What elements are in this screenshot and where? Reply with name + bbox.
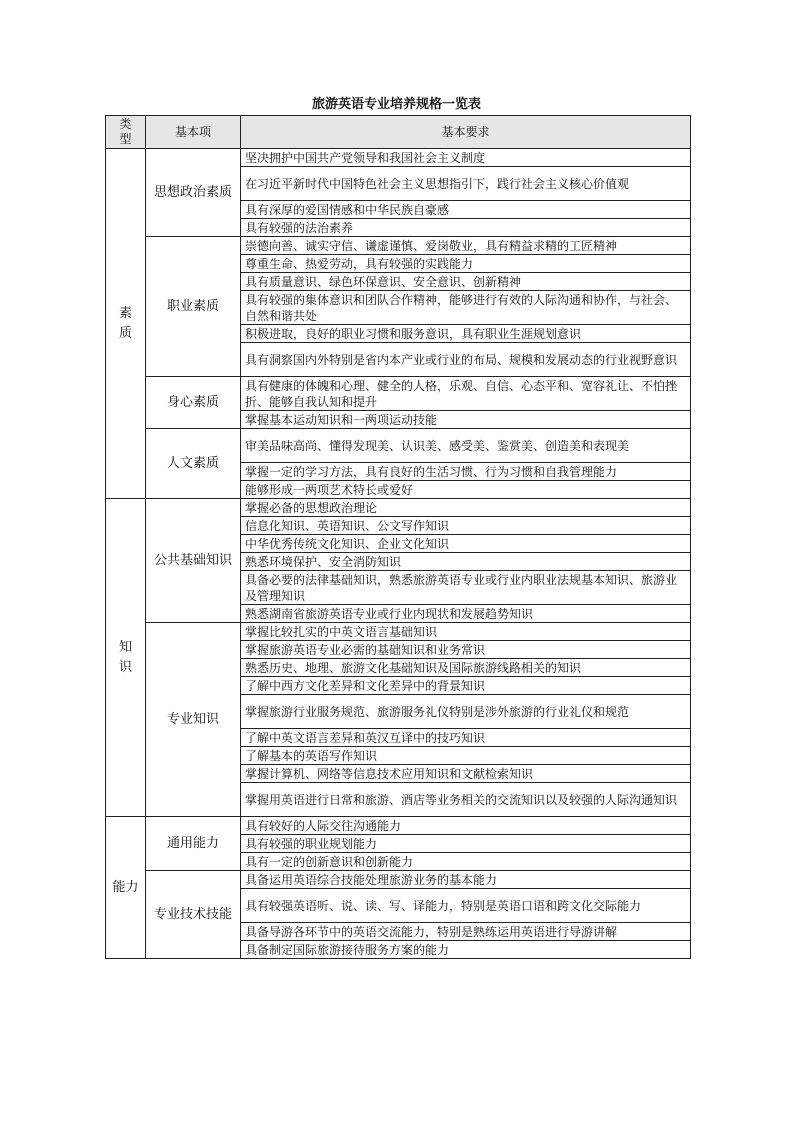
- requirement-cell: 积极进取，良好的职业习惯和服务意识，具有职业生涯规划意识: [241, 325, 691, 343]
- requirement-cell: 具备运用英语综合技能处理旅游业务的基本能力: [241, 871, 691, 889]
- requirement-cell: 具有一定的创新意识和创新能力: [241, 853, 691, 871]
- requirement-cell: 具有较好的人际交往沟通能力: [241, 817, 691, 835]
- requirement-cell: 坚决拥护中国共产党领导和我国社会主义制度: [241, 149, 691, 167]
- basic-item-cell: 公共基础知识: [146, 499, 241, 623]
- basic-item-cell: 身心素质: [146, 377, 241, 429]
- requirement-cell: 具有较强的法治素养: [241, 219, 691, 237]
- requirement-cell: 崇德向善、诚实守信、谦虚谨慎、爱岗敬业，具有精益求精的工匠精神: [241, 237, 691, 255]
- requirement-cell: 具有质量意识、绿色环保意识、安全意识、创新精神: [241, 273, 691, 291]
- table-row: [106, 377, 691, 411]
- page-title: 旅游英语专业培养规格一览表: [311, 97, 481, 112]
- requirement-cell: 审美品味高尚、懂得发现美、认识美、感受美、鉴赏美、创造美和表现美: [241, 429, 691, 463]
- requirement-cell: 具备制定国际旅游接待服务方案的能力: [241, 941, 691, 959]
- header-type: 类 型: [106, 116, 146, 149]
- requirement-cell: 掌握旅游英语专业必需的基础知识和业务常识: [241, 641, 691, 659]
- header-item: 基本项: [146, 116, 241, 149]
- requirement-cell: 具有较强英语听、说、读、写、译能力，特别是英语口语和跨文化交际能力: [241, 889, 691, 923]
- requirement-cell: 掌握计算机、网络等信息技术应用知识和文献检索知识: [241, 765, 691, 783]
- requirement-cell: 熟悉历史、地理、旅游文化基础知识及国际旅游线路相关的知识: [241, 659, 691, 677]
- requirement-cell: 掌握基本运动知识和一两项运动技能: [241, 411, 691, 429]
- requirement-cell: 熟悉湖南省旅游英语专业或行业内现状和发展趋势知识: [241, 605, 691, 623]
- table-row: [106, 871, 691, 889]
- requirement-cell: 具备必要的法律基础知识，熟悉旅游英语专业或行业内职业法规基本知识、旅游业及管理知识: [241, 571, 691, 605]
- table-row: [106, 817, 691, 835]
- basic-item-cell: 专业技术技能: [146, 871, 241, 959]
- training-spec-table: [105, 115, 691, 959]
- requirement-cell: 具有较强的职业规划能力: [241, 835, 691, 853]
- table-row: [106, 149, 691, 167]
- requirement-cell: 能够形成一两项艺术特长或爱好: [241, 481, 691, 499]
- table-row: [106, 623, 691, 641]
- basic-item-cell: 通用能力: [146, 817, 241, 871]
- header-requirement: 基本要求: [241, 116, 691, 149]
- requirement-cell: 具有健康的体魄和心理、健全的人格，乐观、自信、心态平和、宽容礼让、不怕挫折、能够自我认知和提升: [241, 377, 691, 411]
- table-row: [106, 429, 691, 463]
- requirement-cell: 了解中英文语言差异和英汉互译中的技巧知识: [241, 729, 691, 747]
- table-header-row: [106, 116, 691, 149]
- requirement-cell: 中华优秀传统文化知识、企业文化知识: [241, 535, 691, 553]
- basic-item-cell: 职业素质: [146, 237, 241, 377]
- category-cell: 知 识: [106, 499, 146, 817]
- basic-item-cell: 人文素质: [146, 429, 241, 499]
- requirement-cell: 尊重生命、热爱劳动，具有较强的实践能力: [241, 255, 691, 273]
- basic-item-cell: 思想政治素质: [146, 149, 241, 237]
- requirement-cell: 掌握用英语进行日常和旅游、酒店等业务相关的交流知识以及较强的人际沟通知识: [241, 783, 691, 817]
- requirement-cell: 熟悉环境保护、安全消防知识: [241, 553, 691, 571]
- basic-item-cell: 专业知识: [146, 623, 241, 817]
- requirement-cell: 掌握必备的思想政治理论: [241, 499, 691, 517]
- requirement-cell: 具有深厚的爱国情感和中华民族自豪感: [241, 201, 691, 219]
- requirement-cell: 具有较强的集体意识和团队合作精神，能够进行有效的人际沟通和协作，与社会、自然和谐共处: [241, 291, 691, 325]
- requirement-cell: 掌握比较扎实的中英文语言基础知识: [241, 623, 691, 641]
- requirement-cell: 在习近平新时代中国特色社会主义思想指引下，践行社会主义核心价值观: [241, 167, 691, 201]
- requirement-cell: 具备导游各环节中的英语交流能力，特别是熟练运用英语进行导游讲解: [241, 923, 691, 941]
- requirement-cell: 信息化知识、英语知识、公文写作知识: [241, 517, 691, 535]
- requirement-cell: 了解中西方文化差异和文化差异中的背景知识: [241, 677, 691, 695]
- requirement-cell: 掌握一定的学习方法，具有良好的生活习惯、行为习惯和自我管理能力: [241, 463, 691, 481]
- requirement-cell: 具有洞察国内外特别是省内本产业或行业的布局、规模和发展动态的行业视野意识: [241, 343, 691, 377]
- table-row: [106, 237, 691, 255]
- table-row: [106, 499, 691, 517]
- requirement-cell: 掌握旅游行业服务规范、旅游服务礼仪特别是涉外旅游的行业礼仪和规范: [241, 695, 691, 729]
- requirement-cell: 了解基本的英语写作知识: [241, 747, 691, 765]
- category-cell: 素 质: [106, 149, 146, 499]
- category-cell: 能力: [106, 817, 146, 959]
